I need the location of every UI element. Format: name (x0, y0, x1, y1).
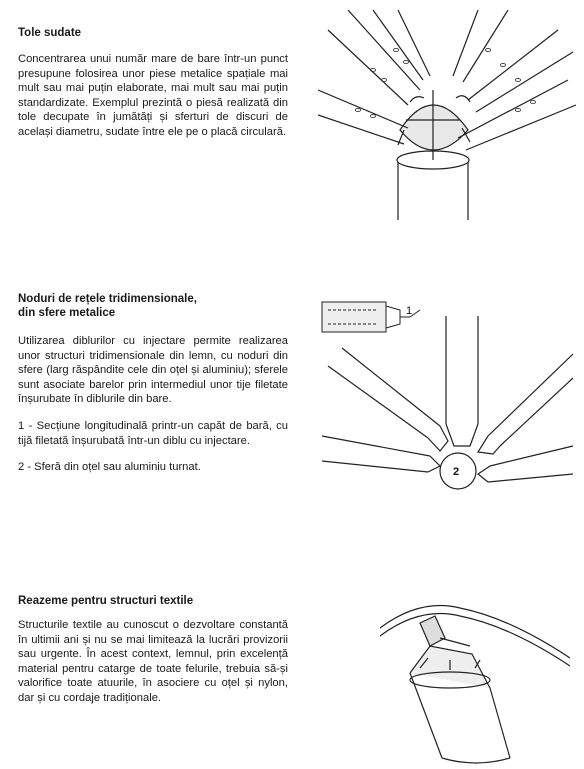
section-noduri-retele (18, 292, 288, 487)
heading-noduri-line1: Noduri de rețele tridimensionale, (18, 293, 197, 305)
figure-textile-support (380, 598, 570, 764)
figure-label-2: 2 (453, 466, 460, 478)
heading-noduri-retele (18, 292, 288, 320)
heading-noduri-line2: din sfere metalice (18, 307, 116, 319)
heading-reazeme-textile: Reazeme pentru structuri textile (18, 595, 194, 607)
note-1: 1 - Secțiune longitudinală printr-un capăt de bară, cu tijă filetată înșurubată într-un diblu cu injectare. (18, 419, 288, 447)
paragraph-tole-sudate: Concentrarea unui număr mare de bare într-un punct presupune folosirea unor piese metalice spațiale mai mult sau mai puțin elaborate, mai mult sau mai puțin standardizate. Exemplul prezintă o piesă realizată din tole decupate în jumătăți și sferturi de discuri de același diametru, sudate între ele pe o placă circulară. (18, 53, 288, 138)
figure-label-1: 1 (406, 305, 413, 317)
note-2: 2 - Sferă din oțel sau aluminiu turnat. (18, 461, 201, 474)
paragraph-noduri-retele: Utilizarea diblurilor cu injectare permite realizarea unor structuri tridimensionale din lemn, cu noduri din sfere (larg răspândite cele din oțel și aluminiu); sferele sunt asociate barelor prin intermediul unor tije filetate înșurubate în diblurile din bare. (18, 335, 288, 406)
textile-support-drawing (380, 598, 570, 764)
welded-plates-drawing (318, 10, 578, 220)
section-reazeme-textile (18, 594, 288, 718)
paragraph-reazeme-textile: Structurile textile au cunoscut o dezvoltare constantă în ultimii ani și nu se mai limitează la lucrări provizorii sau urgente. În acest context, lemnul, prin excelență material pentru catarge de toate felurile, trebuia să-și valorifice toate atuurile, în asociere cu oțel și nylon, dar și cu cordaje tradiționale. (18, 619, 288, 704)
section-tole-sudate (18, 26, 288, 152)
heading-tole-sudate: Tole sudate (18, 27, 82, 39)
figure-spherical-node (318, 296, 578, 506)
figure-welded-plates-node (318, 10, 578, 220)
spherical-node-drawing (318, 296, 578, 506)
